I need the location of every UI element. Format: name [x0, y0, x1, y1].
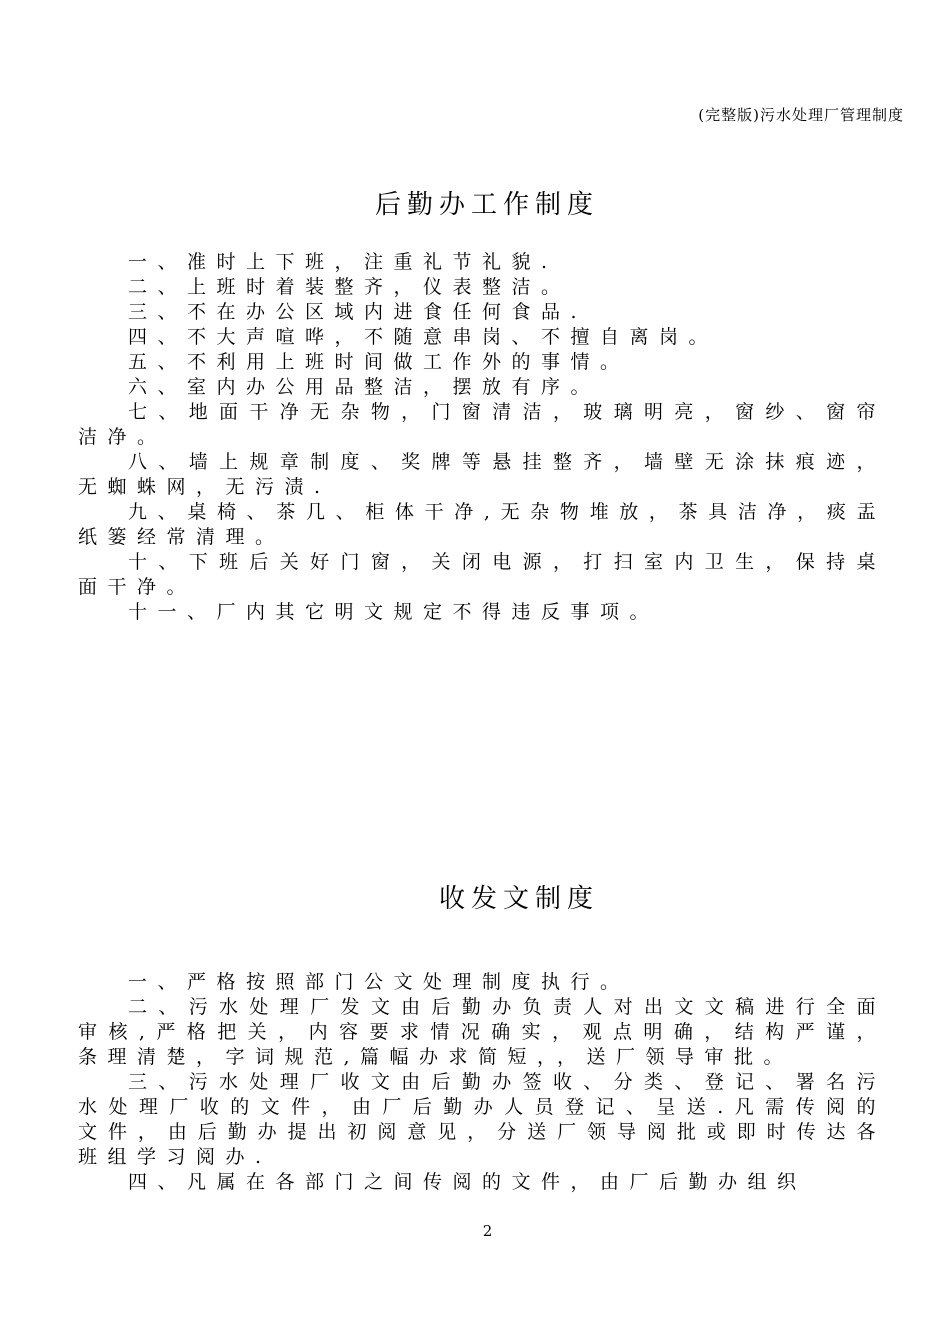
- section-title-documents: 收发文制度: [438, 884, 599, 914]
- rule-item: 一、准时上下班，注重礼节礼貌.: [128, 251, 558, 273]
- section-title-logistics: 后勤办工作制度: [374, 190, 599, 220]
- rule-item: 五、不利用上班时间做工作外的事情。: [128, 351, 630, 373]
- rule-item: 一、严格按照部门公文处理制度执行。: [128, 971, 630, 993]
- rule-item: 四、不大声喧哗，不随意串岗、不擅自离岗。: [128, 326, 719, 348]
- logistics-rules-list: [78, 250, 886, 625]
- rule-item: 七、地面干净无杂物，门窗清洁，玻璃明亮，窗纱、窗帘洁净。: [78, 401, 886, 448]
- rule-item: 三、污水处理厂收文由后勤办签收、分类、登记、署名污水处理厂收的文件，由厂后勤办人员登记、呈送.凡需传阅的文件，由后勤办提出初阅意见，分送厂领导阅批或即时传达各班组学习阅办.: [78, 1071, 886, 1168]
- rule-item: 三、不在办公区域内进食任何食品.: [128, 301, 588, 323]
- rule-item: 四、凡属在各部门之间传阅的文件，由厂后勤办组织: [128, 1171, 807, 1193]
- page-number: 2: [482, 1222, 493, 1240]
- rule-item: 二、污水处理厂发文由后勤办负责人对出文文稿进行全面审核,严格把关，内容要求情况确实，观点明确，结构严谨，条理清楚，字词规范,篇幅办求简短，，送厂领导审批。: [78, 996, 886, 1068]
- document-rules-list: [78, 970, 886, 1195]
- running-header: (完整版)污水处理厂管理制度: [698, 106, 904, 124]
- rule-item: 二、上班时着装整齐，仪表整洁。: [128, 276, 571, 298]
- rule-item: 十、下班后关好门窗，关闭电源，打扫室内卫生，保持桌面干净。: [78, 551, 886, 598]
- rule-item: 八、墙上规章制度、奖牌等悬挂整齐，墙壁无涂抹痕迹，无蜘蛛网，无污渍.: [78, 451, 886, 498]
- rule-item: 九、桌椅、茶几、柜体干净,无杂物堆放，茶具洁净，痰盂纸篓经常清理。: [78, 501, 886, 548]
- rule-item: 十一、厂内其它明文规定不得违反事项。: [128, 601, 660, 623]
- rule-item: 六、室内办公用品整洁，摆放有序。: [128, 376, 601, 398]
